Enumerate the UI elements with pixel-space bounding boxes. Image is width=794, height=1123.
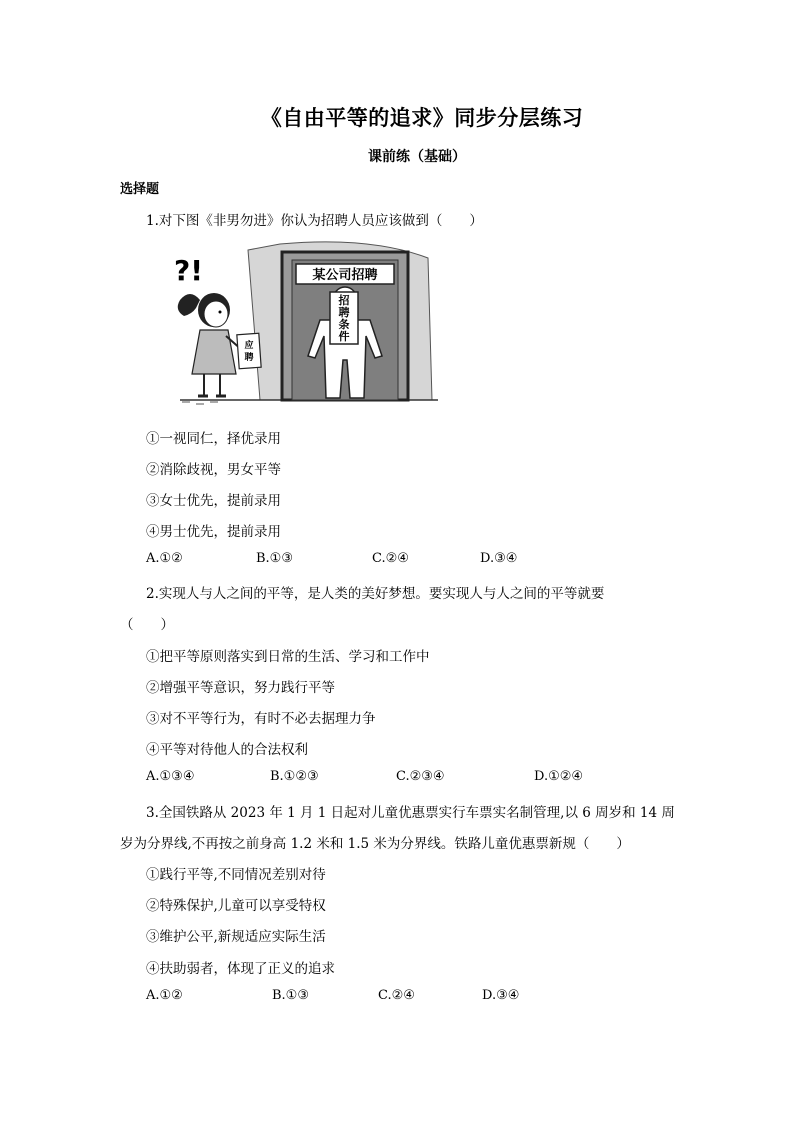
question-exclaim-mark: ?! [174, 254, 204, 287]
q1-option-c: C.②④ [372, 551, 409, 566]
question-3-stem-line-2: 岁为分界线,不再按之前身高 1.2 米和 1.5 米为分界线。铁路儿童优惠票新规（ ） [120, 836, 630, 852]
question-3-stem-line-1: 3.全国铁路从 2023 年 1 月 1 日起对儿童优惠票实行车票实名制管理,以 6 周岁和 14 周 [146, 805, 675, 821]
q2-option-a: A.①③④ [146, 769, 195, 784]
q1-item-4: ④男士优先，提前录用 [146, 524, 281, 540]
q2-option-c: C.②③④ [396, 769, 445, 784]
application-paper [237, 333, 261, 368]
q3-item-2: ②特殊保护,儿童可以享受特权 [146, 898, 326, 914]
q1-option-d: D.③④ [480, 551, 518, 566]
q3-item-1: ①践行平等,不同情况差别对待 [146, 867, 326, 883]
q2-options [146, 769, 626, 789]
q2-item-3: ③对不平等行为，有时不必去据理力争 [146, 711, 376, 727]
q3-option-b: B.①③ [272, 988, 309, 1003]
question-1-stem: 1.对下图《非男勿进》你认为招聘人员应该做到（ ） [146, 213, 483, 229]
q3-item-3: ③维护公平,新规适应实际生活 [146, 929, 326, 945]
board-char-3: 条 [338, 318, 350, 331]
paper-text-2: 聘 [244, 353, 254, 363]
q3-option-d: D.③④ [482, 988, 520, 1003]
q3-option-c: C.②④ [378, 988, 415, 1003]
board-char-2: 聘 [338, 306, 350, 319]
q2-item-2: ②增强平等意识，努力践行平等 [146, 680, 335, 696]
door-sign-text: 某公司招聘 [312, 268, 378, 283]
q2-option-b: B.①②③ [270, 769, 319, 784]
q1-item-3: ③女士优先，提前录用 [146, 493, 281, 509]
board-char-4: 件 [338, 330, 350, 343]
woman-figure [178, 293, 242, 396]
q2-option-d: D.①②④ [534, 769, 584, 784]
question-2-stem-line-1: 2.实现人与人之间的平等，是人类的美好梦想。要实现人与人之间的平等就要 [146, 586, 605, 602]
q1-item-1: ①一视同仁，择优录用 [146, 431, 281, 447]
q3-options [146, 988, 566, 1008]
q3-option-a: A.①② [146, 988, 183, 1003]
q1-option-b: B.①③ [256, 551, 293, 566]
q2-item-4: ④平等对待他人的合法权利 [146, 742, 308, 758]
q3-item-4: ④扶助弱者，体现了正义的追求 [146, 961, 335, 977]
q1-option-a: A.①② [146, 551, 183, 566]
q1-options [146, 551, 566, 571]
board-char-1: 招 [338, 294, 350, 307]
section-heading: 选择题 [120, 182, 160, 197]
q2-item-1: ①把平等原则落实到日常的生活、学习和工作中 [146, 649, 430, 665]
page-title: 《自由平等的追求》同步分层练习 [260, 105, 584, 130]
paper-text-1: 应 [244, 341, 254, 351]
recruitment-cartoon [170, 238, 438, 408]
q1-item-2: ②消除歧视，男女平等 [146, 462, 281, 478]
page-subtitle: 课前练（基础） [368, 149, 466, 165]
question-2-stem-line-2: （ ） [120, 617, 174, 633]
